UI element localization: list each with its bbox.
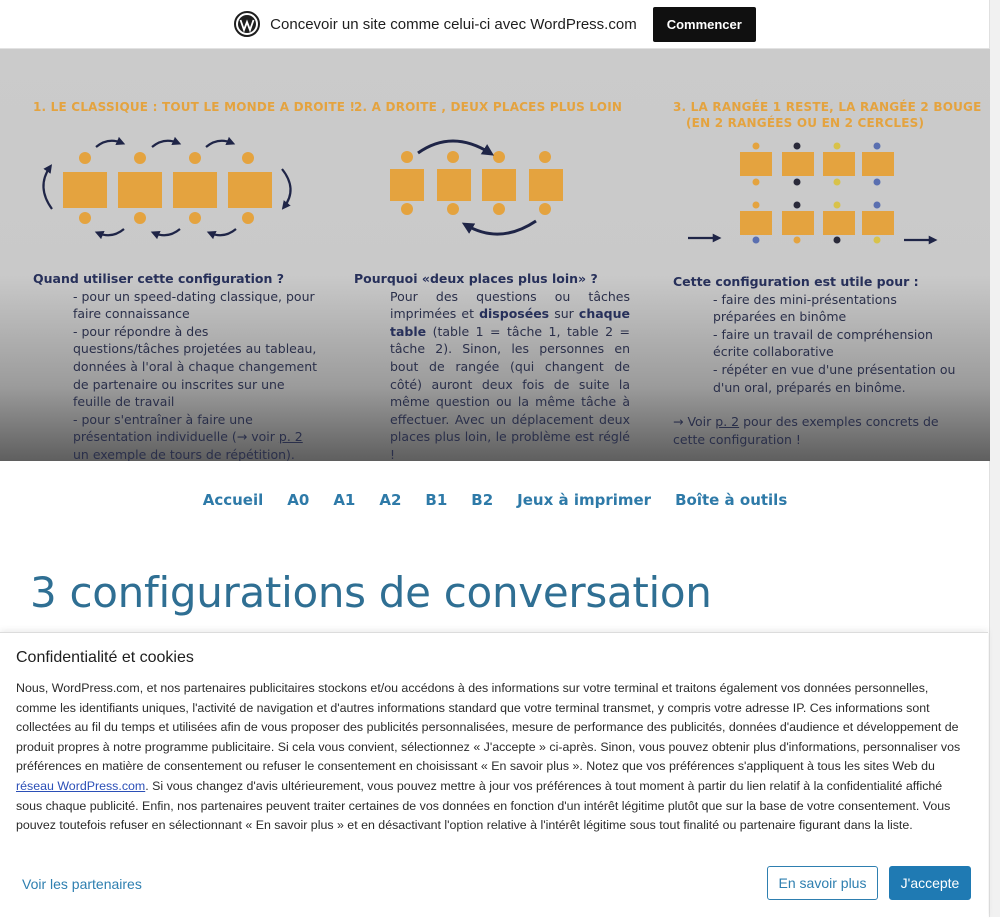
cookie-body [16, 679, 971, 836]
page-title: 3 configurations de conversation [30, 568, 712, 617]
nav-a1[interactable]: A1 [333, 491, 356, 509]
column3-item2: - faire un travail de compréhension écrite collaborative [713, 326, 933, 360]
column1-text [33, 270, 318, 461]
header-image [0, 49, 990, 461]
nav-boite-a-outils[interactable]: Boîte à outils [675, 491, 788, 509]
column3-subtitle: (EN 2 RANGÉES OU EN 2 CERCLES) [686, 116, 925, 130]
nav-a2[interactable]: A2 [379, 491, 402, 509]
column2-bold-chaque-table: chaque table [390, 306, 630, 339]
column3-text [673, 273, 958, 448]
diagram-two-places [390, 151, 563, 215]
accept-button[interactable]: J'accepte [889, 866, 971, 900]
column2-paragraph [354, 288, 630, 461]
column3-note [673, 413, 958, 448]
main-navigation [0, 486, 990, 514]
column2-text-a: Pour des questions ou tâches imprimées et [390, 288, 630, 322]
cookie-body-pre: Nous, WordPress.com, et nos partenaires publicitaires stockons et/ou accédons à des informations sur votre terminal et traitons également vos données personnelles, comme les identifiants uniques, l'activité de navigation et d'autres informations standard que votre terminal transmet, y compris votre adresse IP. Ces informations sont collectées au fil du temps et utilisées afin de vous proposer des publicités personnalisées, mesure de performance des publicités, données d'audience et développement de produit propres à notre programme publicitaire. Si cela vous convient, sélectionnez « J'accepte » ci-après. Sinon, vous pouvez obtenir plus d'informations, personnaliser vos préférences en matière de consentement ou refuser le consentement en choisissant « En savoir plus ». Notez que vos préférences s'appliquent à tous les sites Web du [16, 681, 961, 774]
wordpress-promo-bar [0, 0, 990, 49]
start-button[interactable]: Commencer [653, 7, 756, 42]
column1-item3-pre: - pour s'entraîner à faire une présentation individuelle (→ voir [73, 411, 279, 445]
column2-text-c: sur [549, 306, 579, 322]
view-partners-link[interactable]: Voir les partenaires [22, 876, 142, 892]
column3-item1: - faire des mini-présentations préparées en binôme [713, 291, 897, 325]
column1-page2-link: p. 2 [278, 429, 303, 445]
column1-item1: - pour un speed-dating classique, pour faire connaissance [73, 288, 315, 322]
wordpress-network-link[interactable]: réseau WordPress.com [16, 778, 146, 793]
cookie-consent-banner [0, 632, 988, 918]
cookie-body-post: . Si vous changez d'avis ultérieurement, vous pouvez mettre à jour vos préférences à tout moment à partir du lien relatif à la confidentialité affiché sous chaque publicité. Enfin, nos partenaires peuvent traiter certaines de vos données en fonction d'un intérêt légitime plutôt que sur la base de votre consentement. Vous pouvez toutefois refuser en sélectionnant « En savoir plus » et en désactivant l'option relative à l'intérêt légitime sous tout finalité ou partenaire figurant dans la liste. [16, 778, 951, 833]
diagram-classic [63, 152, 272, 224]
nav-jeux-a-imprimer[interactable]: Jeux à imprimer [517, 491, 652, 509]
page-scrollbar[interactable] [989, 0, 1000, 917]
promo-text: Concevoir un site comme celui-ci avec WordPress.com [270, 15, 637, 33]
column1-item3-post: un exemple de tours de répétition). [73, 446, 295, 461]
nav-b2[interactable]: B2 [471, 491, 494, 509]
diagram-rows [740, 152, 894, 235]
column2-text-d: (table 1 = tâche 1, table 2 = tâche 2). Sinon, les personnes en bout de rangée (qui changent de côté) auront deux fois de suite la même question ou la même tâche à effectuer. Avec un déplacement deux places plus loin, le problème est réglé ! [390, 323, 630, 461]
column2-bold-disposees: disposées [479, 306, 550, 322]
column3-note-pre: → Voir [673, 414, 716, 430]
column2-heading: Pourquoi «deux places plus loin» ? [354, 271, 598, 286]
column3-title: 3. LA RANGÉE 1 RESTE, LA RANGÉE 2 BOUGE [673, 100, 982, 114]
nav-b1[interactable]: B1 [425, 491, 448, 509]
wordpress-logo-icon[interactable] [234, 11, 260, 37]
column3-item3: - répéter en vue d'une présentation ou d'un oral, préparés en binôme. [713, 361, 956, 395]
column1-item2: - pour répondre à des questions/tâches projetées au tableau, données à l'oral à chaque changement de partenaire ou inscrites sur une feuille de travail [73, 323, 318, 410]
column3-note-post: pour des exemples concrets de cette configuration ! [673, 414, 939, 447]
cookie-title: Confidentialité et cookies [16, 649, 194, 666]
column1-title: 1. LE CLASSIQUE : TOUT LE MONDE A DROITE ! [33, 100, 356, 114]
column2-title: 2. A DROITE , DEUX PLACES PLUS LOIN [354, 100, 623, 114]
nav-a0[interactable]: A0 [287, 491, 310, 509]
column3-heading: Cette configuration est utile pour : [673, 274, 919, 289]
nav-accueil[interactable]: Accueil [202, 491, 264, 509]
learn-more-button[interactable]: En savoir plus [767, 866, 878, 900]
column1-heading: Quand utiliser cette configuration ? [33, 271, 284, 286]
column3-page2-link: p. 2 [715, 414, 740, 430]
column1-item3 [33, 411, 318, 461]
column2-text [354, 270, 630, 461]
